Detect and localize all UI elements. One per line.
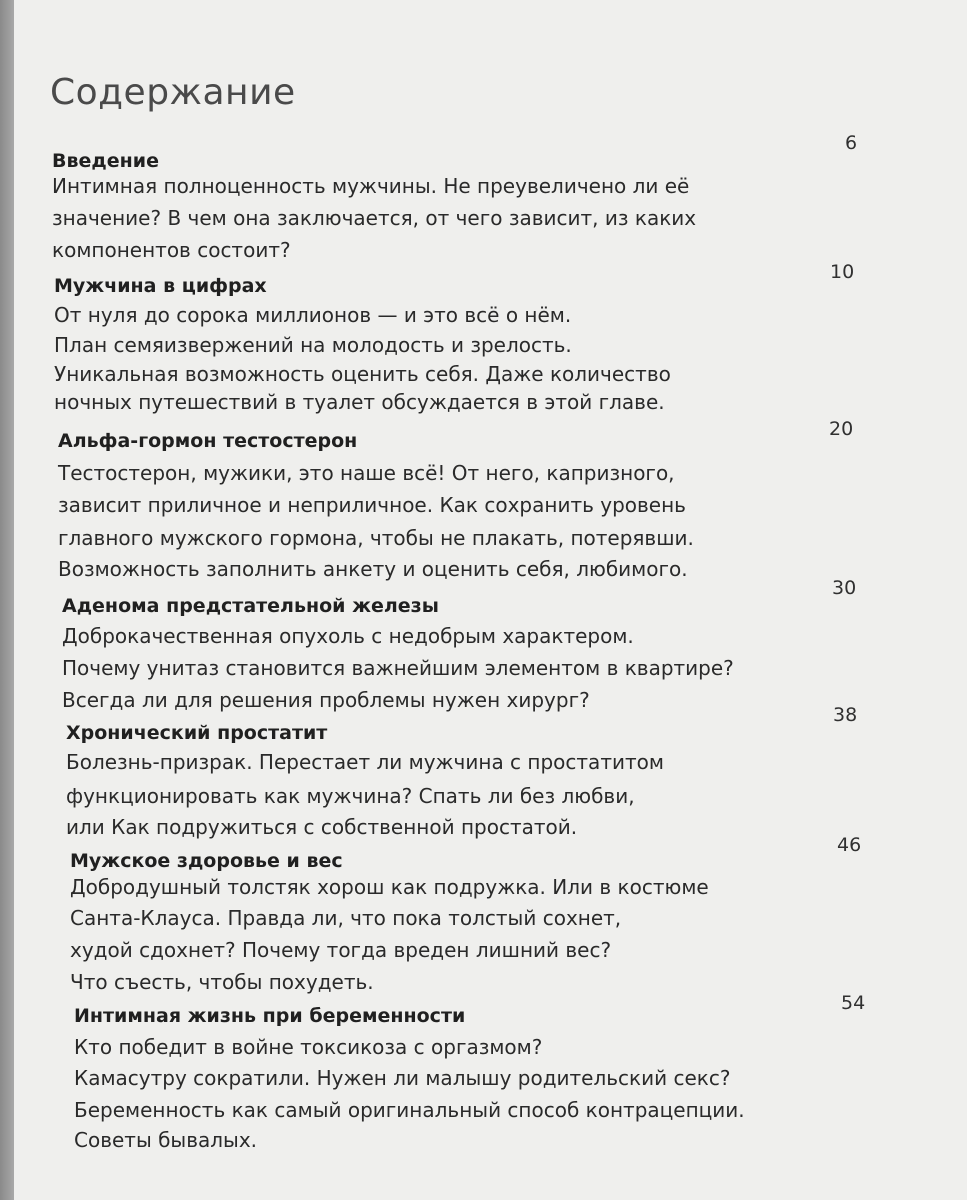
page-edge-shadow — [0, 0, 14, 1200]
chapter-title: Мужское здоровье и вес — [70, 850, 343, 872]
chapter-page-number: 46 — [837, 834, 862, 856]
chapter-description-line: Всегда ли для решения проблемы нужен хирург? — [62, 688, 590, 712]
chapter-description-line: Добродушный толстяк хорош как подружка. Или в костюме — [70, 875, 709, 899]
chapter-description-line: План семяизвержений на молодость и зрелость. — [54, 333, 572, 357]
chapter-title: Интимная жизнь при беременности — [74, 1005, 466, 1027]
chapter-description-line: ночных путешествий в туалет обсуждается в этой главе. — [54, 390, 665, 414]
chapter-title: Аденома предстательной железы — [62, 595, 439, 617]
chapter-page-number: 30 — [832, 577, 857, 599]
chapter-description-line: Кто победит в войне токсикоза с оргазмом? — [74, 1035, 543, 1059]
chapter-title: Введение — [52, 150, 159, 172]
chapter-page-number: 10 — [830, 261, 855, 283]
chapter-description-line: От нуля до сорока миллионов — и это всё о нём. — [54, 303, 572, 327]
chapter-description-line: Доброкачественная опухоль с недобрым характером. — [62, 624, 634, 648]
toc-page — [14, 0, 967, 1200]
chapter-description-line: Что съесть, чтобы похудеть. — [70, 970, 374, 994]
chapter-description-line: компонентов состоит? — [52, 238, 291, 262]
chapter-description-line: Почему унитаз становится важнейшим элементом в квартире? — [62, 656, 734, 680]
chapter-title: Хронический простатит — [66, 722, 328, 744]
chapter-description-line: Камасутру сократили. Нужен ли малышу родительский секс? — [74, 1066, 731, 1090]
chapter-description-line: функционировать как мужчина? Спать ли без любви, — [66, 784, 635, 808]
chapter-description-line: Беременность как самый оригинальный способ контрацепции. — [74, 1098, 745, 1122]
chapter-description-line: Возможность заполнить анкету и оценить себя, любимого. — [58, 557, 688, 581]
chapter-description-line: Санта-Клауса. Правда ли, что пока толстый сохнет, — [70, 906, 622, 930]
chapter-description-line: Болезнь-призрак. Перестает ли мужчина с простатитом — [66, 750, 664, 774]
chapter-description-line: или Как подружиться с собственной простатой. — [66, 815, 578, 839]
chapter-title: Мужчина в цифрах — [54, 275, 267, 297]
chapter-title: Альфа-гормон тестостерон — [58, 430, 358, 452]
chapter-description-line: Интимная полноценность мужчины. Не преувеличено ли её — [52, 174, 690, 198]
chapter-description-line: главного мужского гормона, чтобы не плакать, потерявши. — [58, 526, 694, 550]
chapter-description-line: Тестостерон, мужики, это наше всё! От него, капризного, — [58, 461, 675, 485]
chapter-page-number: 6 — [845, 132, 858, 154]
chapter-page-number: 54 — [841, 992, 866, 1014]
chapter-page-number: 38 — [833, 704, 858, 726]
chapter-description-line: Уникальная возможность оценить себя. Даже количество — [54, 362, 671, 386]
chapter-description-line: Советы бывалых. — [74, 1128, 258, 1152]
chapter-page-number: 20 — [829, 418, 854, 440]
toc-title: Содержание — [50, 72, 296, 113]
chapter-description-line: худой сдохнет? Почему тогда вреден лишний вес? — [70, 938, 612, 962]
chapter-description-line: значение? В чем она заключается, от чего зависит, из каких — [52, 206, 697, 230]
chapter-description-line: зависит приличное и неприличное. Как сохранить уровень — [58, 493, 686, 517]
